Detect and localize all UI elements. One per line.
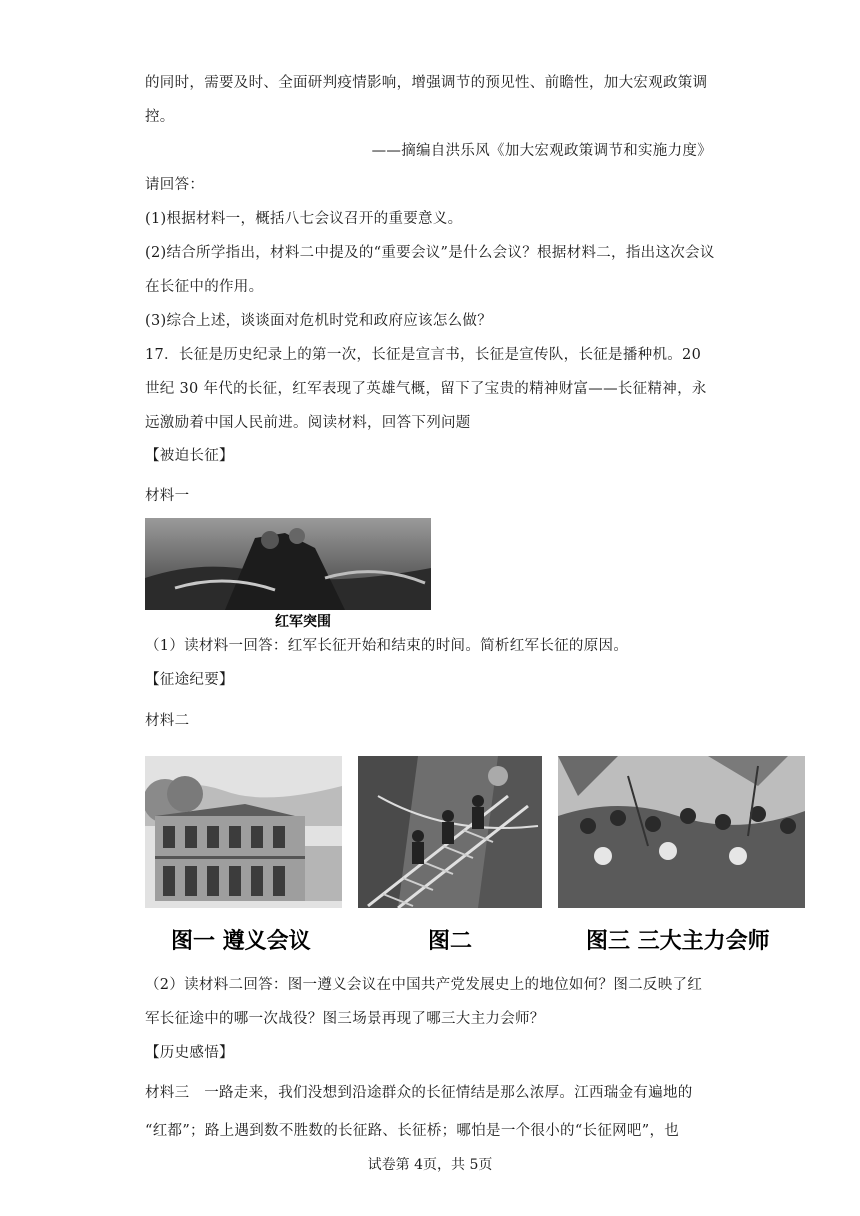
red-army-breakout-image — [145, 518, 431, 630]
problem-17-line-2: 世纪 30 年代的长征，红军表现了英雄气概，留下了宝贵的精神财富——长征精神，永 — [145, 381, 707, 397]
line-2: 控。 — [145, 109, 175, 125]
source-citation: ——摘编自洪乐风《加大宏观政策调节和实施力度》 — [371, 143, 712, 159]
question-heading: 请回答： — [145, 177, 205, 193]
question-2-line-1: (2)结合所学指出，材料二中提及的“重要会议”是什么会议？根据材料二，指出这次会议 — [145, 245, 715, 261]
zunyi-meeting-site-image — [145, 756, 342, 908]
line-1: 的同时，需要及时、全面研判疫情影响，增强调节的预见性、前瞻性，加大宏观政策调 — [145, 75, 708, 91]
sub-question-1: （1）读材料一回答：红军长征开始和结束的时间。简析红军长征的原因。 — [145, 638, 629, 654]
luding-bridge-battle-image — [358, 756, 542, 908]
sub-question-2-line-2: 军长征途中的哪一次战役？图三场景再现了哪三大主力会师？ — [145, 1011, 545, 1027]
figure-2-caption: 图二 — [428, 929, 473, 954]
figure-1-caption: 图一 遵义会议 — [171, 929, 311, 954]
problem-17-line-3: 远激励着中国人民前进。阅读材料，回答下列问题 — [145, 415, 471, 431]
page-footer: 试卷第 4页，共 5页 — [367, 1157, 493, 1173]
section-march-record: 【征途纪要】 — [145, 672, 234, 688]
question-3: (3)综合上述，谈谈面对危机时党和政府应该怎么做？ — [145, 313, 493, 329]
problem-17-line-1: 17．长征是历史纪录上的第一次，长征是宣言书，长征是宣传队，长征是播种机。20 — [145, 347, 702, 363]
material-2-label: 材料二 — [145, 713, 190, 729]
three-armies-meet-image — [558, 756, 805, 908]
material-1-label: 材料一 — [145, 488, 190, 504]
question-1: (1)根据材料一，概括八七会议召开的重要意义。 — [145, 211, 463, 227]
figure-3-caption: 图三 三大主力会师 — [586, 929, 770, 954]
section-forced-march: 【被迫长征】 — [145, 448, 234, 464]
section-historical-reflection: 【历史感悟】 — [145, 1045, 234, 1061]
sub-question-2-line-1: （2）读材料二回答：图一遵义会议在中国共产党发展史上的地位如何？图二反映了红 — [145, 977, 703, 993]
question-2-line-2: 在长征中的作用。 — [145, 279, 264, 295]
material-3-line-1: 材料三 一路走来，我们没想到沿途群众的长征情结是那么浓厚。江西瑞金有遍地的 — [145, 1085, 693, 1101]
material-3-line-2: “红都”；路上遇到数不胜数的长征路、长征桥；哪怕是一个很小的“长征网吧”，也 — [145, 1123, 680, 1139]
breakout-caption: 红军突围 — [275, 614, 331, 630]
